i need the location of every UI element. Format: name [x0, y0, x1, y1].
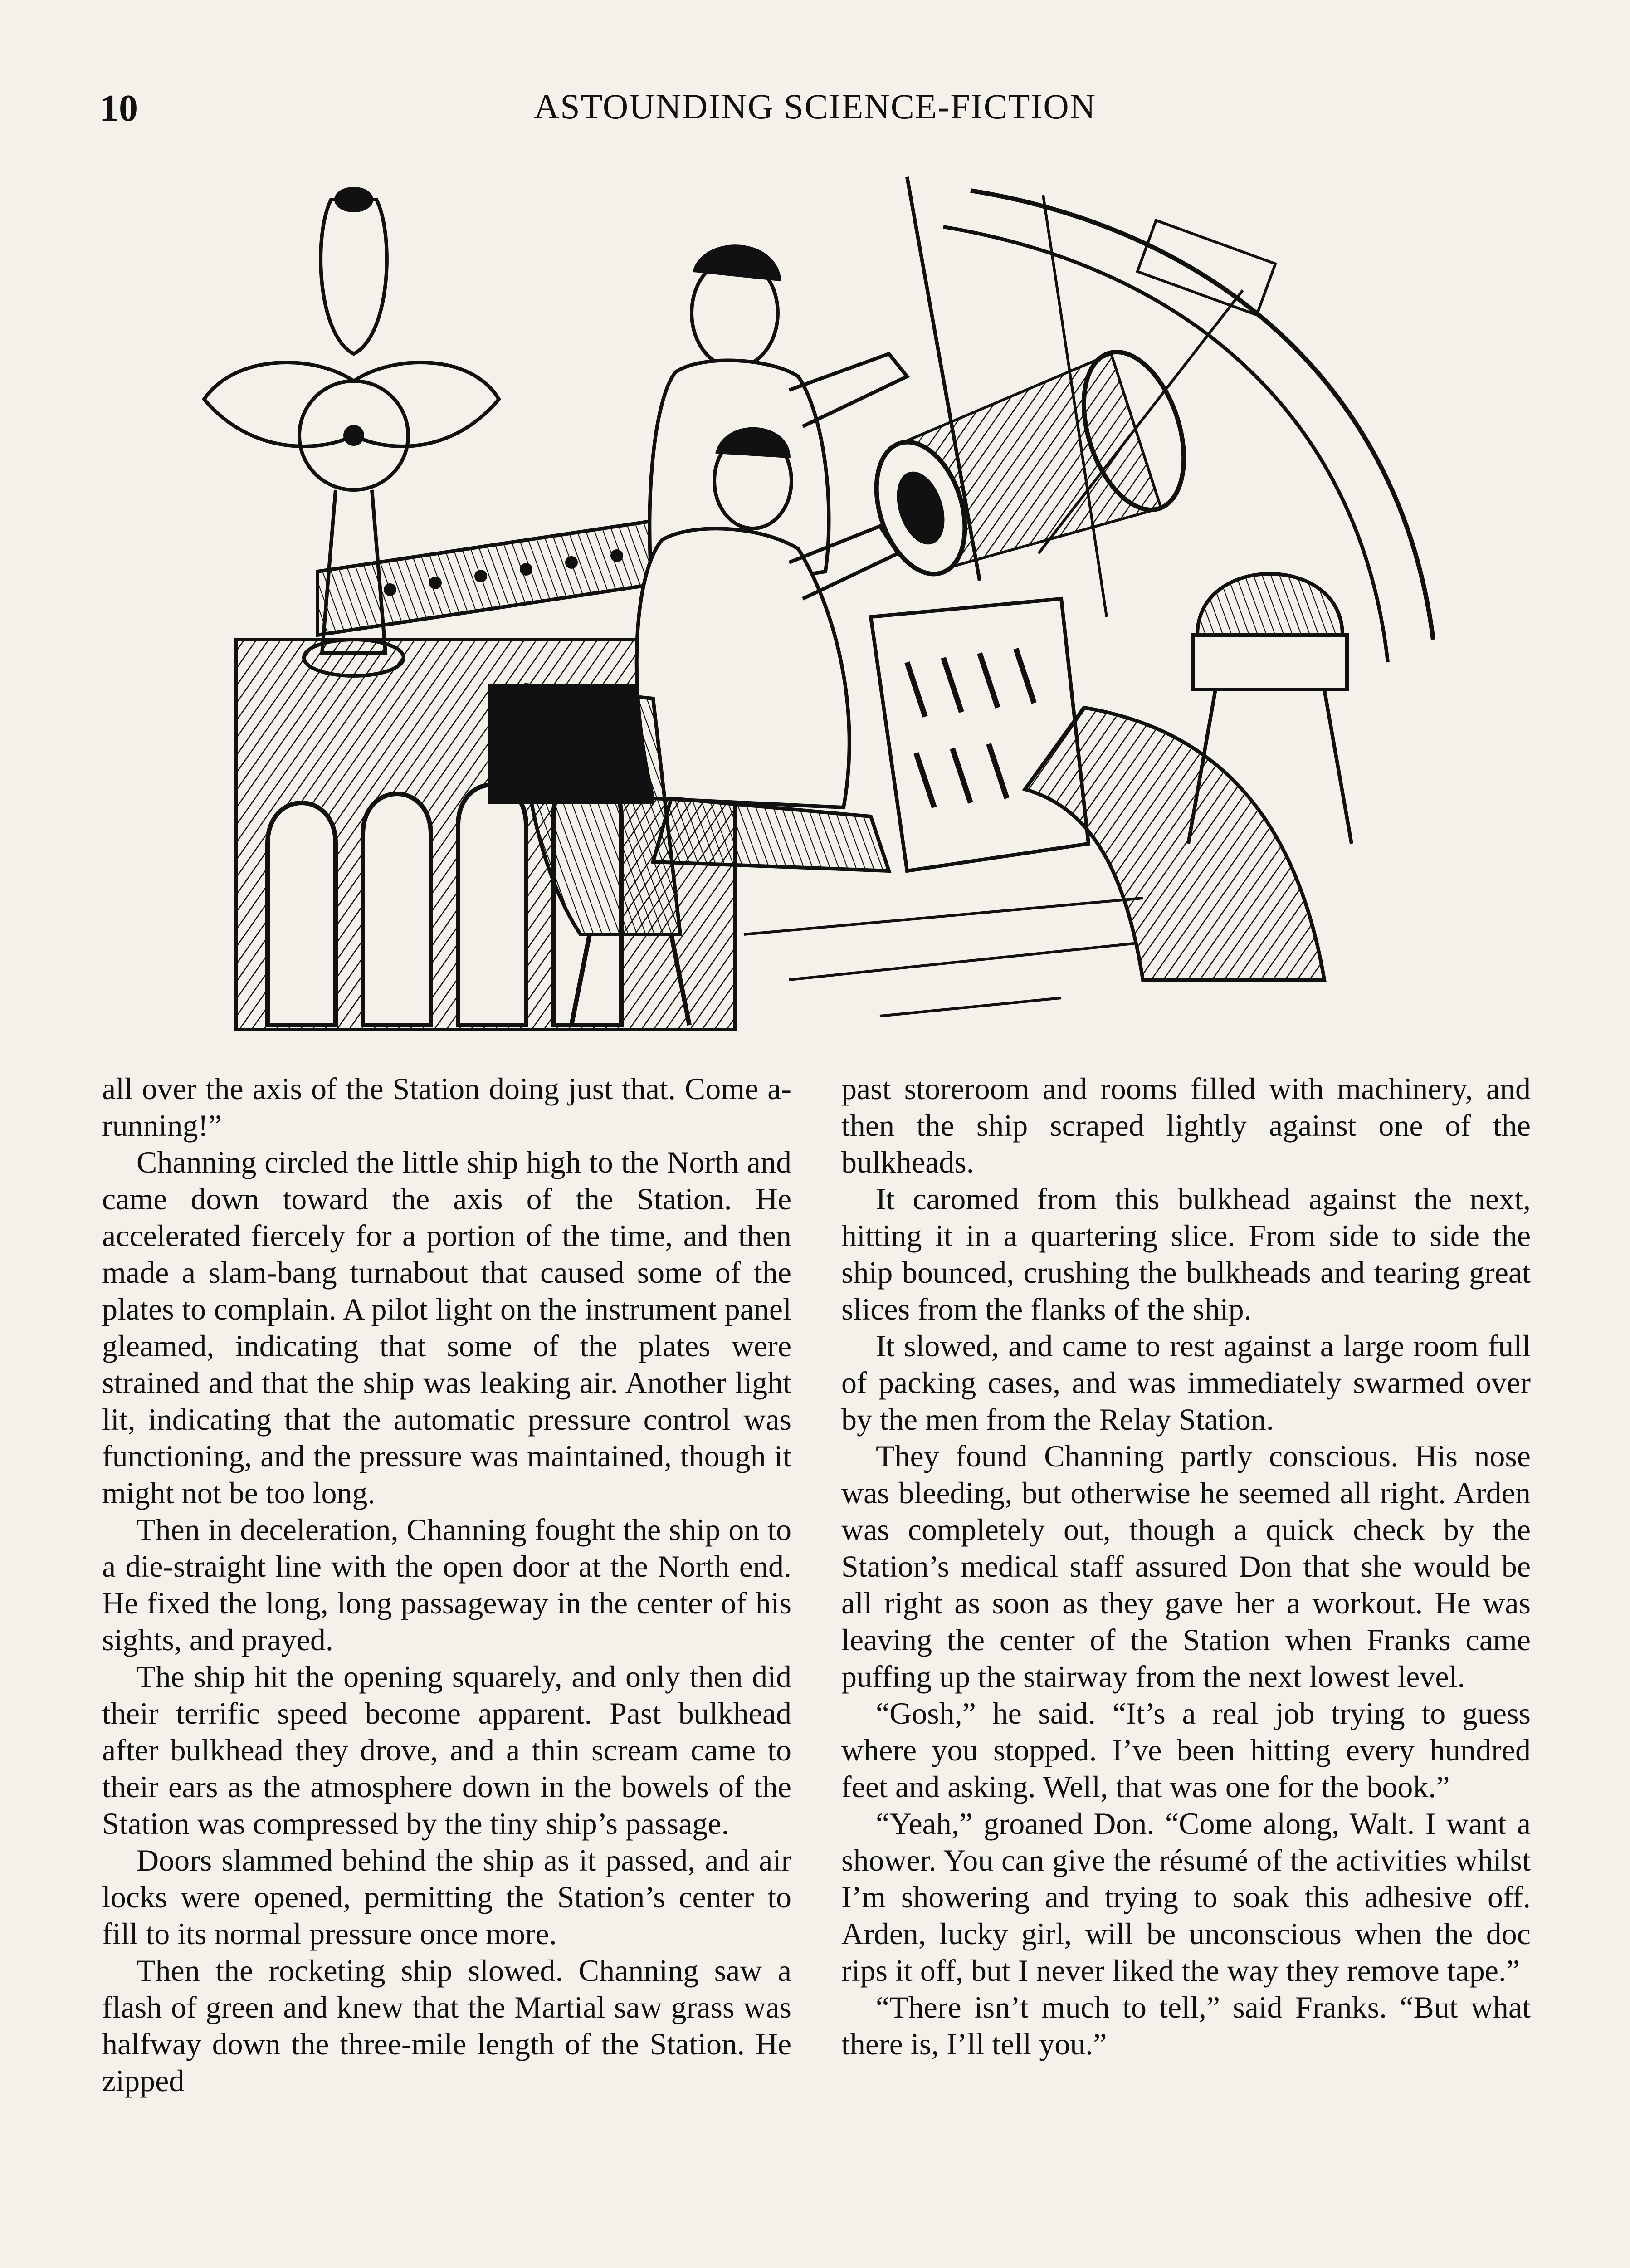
paragraph: Then in deceleration, Channing fought the ship on to a die-straight line with the open door at the North end. He fixed the long, long passageway in the center of his sights, and prayed. [102, 1512, 791, 1657]
paragraph: all over the axis of the Station doing just that. Come a-running!” [102, 1071, 791, 1143]
paragraph: The ship hit the opening squarely, and only then did their terrific speed become apparent. Past bulkhead after bulkhead they drove, and a thin scream came to their ears as the atmosphere down in the bowels of the Station was compressed by the tiny ship’s passage. [102, 1659, 791, 1841]
engraving-spaceship-interior-icon [200, 163, 1451, 1039]
paragraph: “Gosh,” he said. “It’s a real job trying to guess where you stopped. I’ve been hitting every hundred feet and asking. Well, that was one for the book.” [841, 1696, 1531, 1804]
paragraph: “There isn’t much to tell,” said Franks. “But what there is, I’ll tell you.” [841, 1990, 1531, 2061]
paragraph: Then the rocketing ship slowed. Channing saw a flash of green and knew that the Martial saw grass was halfway down the three-mile length of the Station. He zipped [102, 1953, 791, 2098]
page-number: 10 [100, 87, 138, 129]
left-column [102, 1070, 791, 2099]
paragraph: It slowed, and came to rest against a large room full of packing cases, and was immediately swarmed over by the men from the Relay Station. [841, 1329, 1531, 1437]
right-column [841, 1070, 1531, 2063]
paragraph: Doors slammed behind the ship as it passed, and air locks were opened, permitting the Station’s center to fill to its normal pressure once more. [102, 1843, 791, 1951]
paragraph: past storeroom and rooms filled with machinery, and then the ship scraped lightly against one of the bulkheads. [841, 1071, 1531, 1179]
article-body [102, 1070, 1531, 2268]
page-header [100, 86, 1530, 136]
running-title: ASTOUNDING SCIENCE-FICTION [533, 87, 1097, 126]
paragraph: Channing circled the little ship high to the North and came down toward the axis of the Station. He accelerated fiercely for a portion of the time, and then made a slam-bang turnabout that caused some of the plates to complain. A pilot light on the instrument panel gleamed, indicating that some of the plates were strained and that the ship was leaking air. Another light lit, indicating that the automatic pressure control was functioning, and the pressure was maintained, though it might not be too long. [102, 1145, 791, 1510]
paragraph: They found Channing partly conscious. His nose was bleeding, but otherwise he seemed all right. Arden was completely out, though a quick check by the Station’s medical staff assured Don that she would be all right as soon as they gave her a workout. He was leaving the center of the Station when Franks came puffing up the stairway from the next lowest level. [841, 1439, 1531, 1694]
paragraph: “Yeah,” groaned Don. “Come along, Walt. I want a shower. You can give the résumé of the activities whilst I’m showering and trying to soak this adhesive off. Arden, lucky girl, will be unconscious when the doc rips it off, but I never liked the way they remove tape.” [841, 1806, 1531, 1988]
paragraph: It caromed from this bulkhead against the next, hitting it in a quartering slice. From side to side the ship bounced, crushing the bulkheads and tearing great slices from the flanks of the ship. [841, 1182, 1531, 1326]
